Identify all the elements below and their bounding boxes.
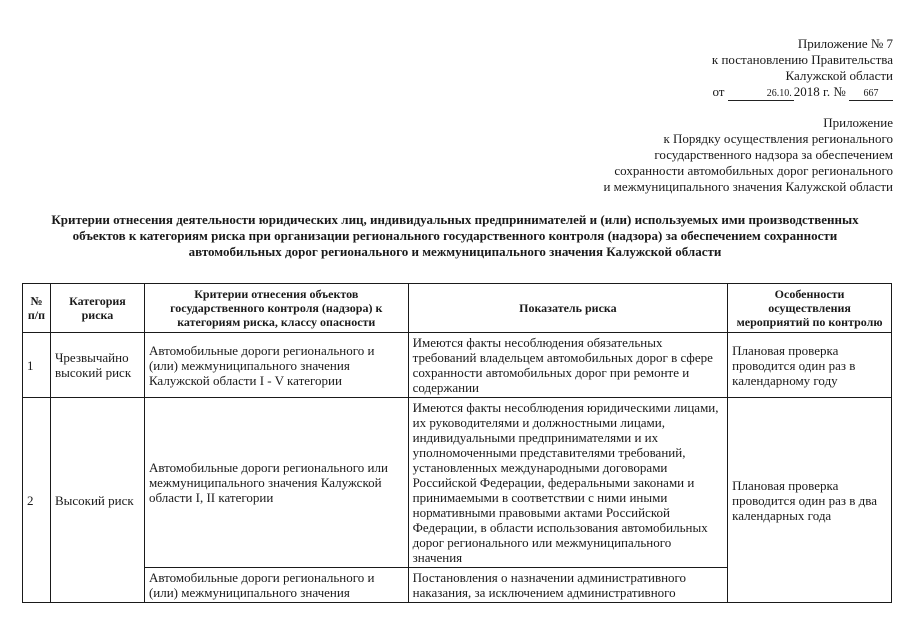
table-row xyxy=(23,333,892,398)
row-category: Высокий риск xyxy=(50,398,144,603)
document-title xyxy=(10,212,900,260)
appendix-header xyxy=(712,36,893,101)
title-line: объектов к категориям риска при организации регионального государственного контроля (надзора) за обеспечением сохранности xyxy=(72,228,838,243)
header-num: № п/п xyxy=(23,284,51,333)
order-appendix-header xyxy=(603,115,893,195)
row-criteria: Автомобильные дороги регионального и (или) межмуниципального значения xyxy=(144,568,408,603)
header-features: Особенности осуществления мероприятий по контролю xyxy=(728,284,892,333)
header-criteria: Критерии отнесения объектов государственного контроля (надзора) к категориям риска, классу опасности xyxy=(144,284,408,333)
row-num: 1 xyxy=(23,333,51,398)
risk-criteria-table xyxy=(22,283,892,603)
row-criteria: Автомобильные дороги регионального или межмуниципального значения Калужской области I, II категории xyxy=(144,398,408,568)
date-field: 26.10. xyxy=(728,88,794,101)
order-appendix-line: к Порядку осуществления регионального xyxy=(663,131,893,146)
table-header-row xyxy=(23,284,892,333)
year-text: 2018 г. № xyxy=(793,84,846,99)
appendix-region: Калужской области xyxy=(785,68,893,83)
title-line: автомобильных дорог регионального и межмуниципального значения Калужской области xyxy=(188,244,722,259)
appendix-ref: к постановлению Правительства xyxy=(711,52,893,67)
number-field: 667 xyxy=(849,88,893,101)
appendix-title: Приложение № 7 xyxy=(797,36,893,51)
row-criteria: Автомобильные дороги регионального и (или) межмуниципального значения Калужской области I - V категории xyxy=(144,333,408,398)
header-indicator: Показатель риска xyxy=(408,284,728,333)
order-appendix-title: Приложение xyxy=(823,115,893,130)
row-indicator: Постановления о назначении административного наказания, за исключением административного xyxy=(408,568,728,603)
order-appendix-line: сохранности автомобильных дорог регионального xyxy=(614,163,893,178)
order-appendix-line: и межмуниципального значения Калужской области xyxy=(603,179,893,194)
row-features: Плановая проверка проводится один раз в календарному году xyxy=(728,333,892,398)
row-num: 2 xyxy=(23,398,51,603)
row-indicator: Имеются факты несоблюдения обязательных требований владельцем автомобильных дорог в сфере сохранности автомобильных дорог при ремонте и содержании xyxy=(408,333,728,398)
header-category: Категория риска xyxy=(50,284,144,333)
table-row xyxy=(23,398,892,568)
row-features: Плановая проверка проводится один раз в два календарных года xyxy=(728,398,892,603)
appendix-date-line xyxy=(712,84,893,101)
title-line: Критерии отнесения деятельности юридических лиц, индивидуальных предпринимателей и (или) используемых ими производственных xyxy=(51,212,859,227)
order-appendix-line: государственного надзора за обеспечением xyxy=(654,147,893,162)
row-category: Чрезвычайно высокий риск xyxy=(50,333,144,398)
row-indicator: Имеются факты несоблюдения юридическими лицами, их руководителями и должностными лицами, индивидуальными предпринимателями и их уполномоченными представителями требований, установленных международными договорами Российской Федерации, федеральными законами и принимаемыми в соответствии с ними иными нормативными правовыми актами Российской Федерации, в области использования автомобильных дорог регионального или межмуниципального значения xyxy=(408,398,728,568)
from-label: от xyxy=(712,84,725,99)
